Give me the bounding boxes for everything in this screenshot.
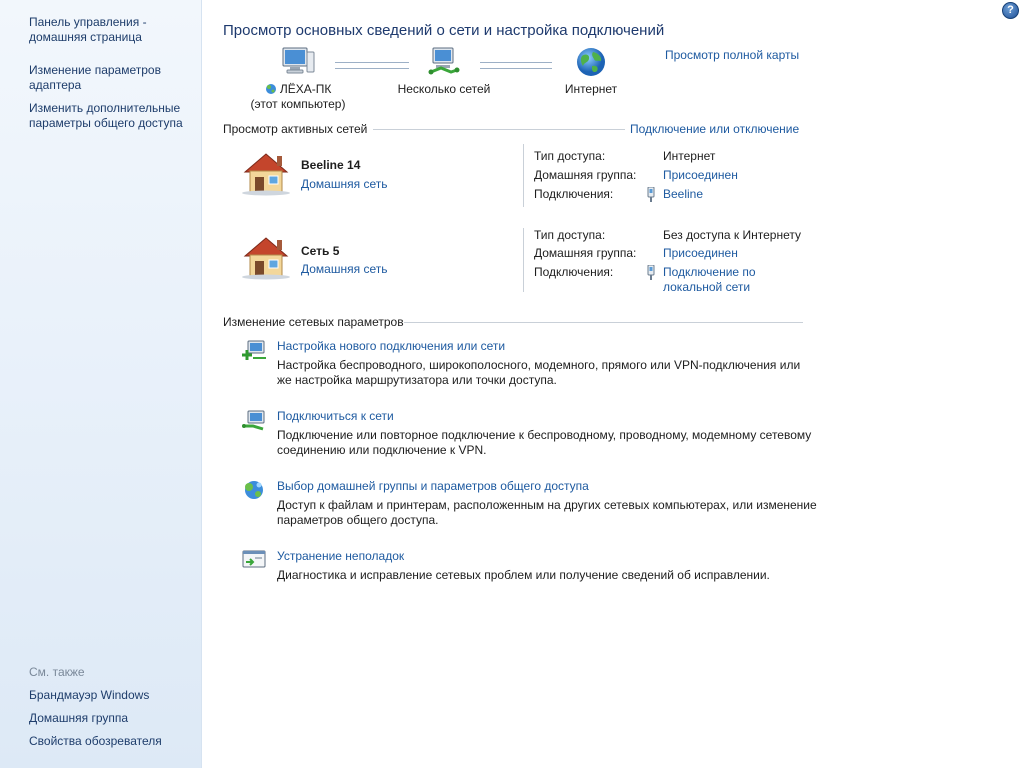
network-type-link[interactable]: Домашняя сеть — [301, 262, 388, 276]
troubleshoot-icon — [241, 549, 267, 574]
view-full-map-link[interactable]: Просмотр полной карты — [665, 48, 800, 62]
network-name: Сеть 5 — [301, 244, 340, 258]
computer-subtitle: (этот компьютер) — [250, 97, 346, 111]
access-type-label: Тип доступа: — [534, 228, 606, 242]
change-settings-heading: Изменение сетевых параметров — [223, 315, 404, 329]
control-panel-home-link[interactable]: Панель управления - домашняя страница — [29, 15, 147, 44]
home-network-icon — [241, 234, 291, 283]
map-node-multiple-networks — [389, 46, 499, 97]
multiple-networks-label: Несколько сетей — [397, 82, 491, 96]
connection-link[interactable]: Beeline — [663, 187, 704, 201]
see-also-homegroup-link[interactable]: Домашняя группа — [29, 711, 129, 725]
homegroup-label: Домашняя группа: — [534, 246, 637, 260]
network-divider — [523, 144, 524, 207]
task-description: Подключение или повторное подключение к беспроводному, проводному, модемному сетевому соединению или подключение к VPN. — [277, 428, 812, 457]
ethernet-connection-icon — [646, 265, 656, 283]
task-description: Диагностика и исправление сетевых проблем или получение сведений об исправлении. — [277, 568, 770, 582]
advanced-sharing-settings-link[interactable]: Изменить дополнительные параметры общего доступа — [29, 101, 183, 130]
homegroup-icon — [241, 479, 267, 504]
access-type-value: Без доступа к Интернету — [663, 228, 802, 242]
see-also-firewall-link[interactable]: Брандмауэр Windows — [29, 688, 150, 702]
map-node-internet — [551, 46, 631, 97]
task-troubleshoot — [241, 549, 801, 585]
change-settings-divider — [404, 322, 803, 323]
troubleshoot-link[interactable]: Устранение неполадок — [277, 549, 405, 563]
connect-to-network-link[interactable]: Подключиться к сети — [277, 409, 394, 423]
active-network-2 — [241, 228, 801, 292]
network-setup-icon — [241, 339, 267, 364]
connect-network-icon — [241, 409, 267, 434]
computer-name: ЛЁХА-ПК — [279, 82, 332, 96]
connect-or-disconnect-link[interactable]: Подключение или отключение — [630, 122, 800, 136]
internet-label: Интернет — [564, 82, 618, 96]
network-type-link[interactable]: Домашняя сеть — [301, 177, 388, 191]
connections-label: Подключения: — [534, 265, 614, 279]
task-description: Настройка беспроводного, широкополосного, модемного, прямого или VPN-подключения или же настройка маршрутизатора или точки доступа. — [277, 358, 801, 387]
help-icon[interactable]: ? — [1002, 2, 1019, 19]
see-also-internet-options-link[interactable]: Свойства обозревателя — [29, 734, 162, 748]
computer-icon — [280, 46, 316, 78]
active-networks-heading: Просмотр активных сетей — [223, 122, 368, 136]
task-setup-new-connection — [241, 339, 801, 391]
main-content — [201, 0, 1024, 768]
connection-link[interactable]: Подключение по локальной сети — [663, 265, 756, 294]
home-network-icon — [241, 150, 291, 199]
setup-new-connection-link[interactable]: Настройка нового подключения или сети — [277, 339, 506, 353]
left-navigation-pane — [0, 0, 202, 768]
connections-label: Подключения: — [534, 187, 614, 201]
network-name: Beeline 14 — [301, 158, 361, 172]
active-network-1 — [241, 144, 801, 208]
task-description: Доступ к файлам и принтерам, расположенным на других сетевых компьютерах, или изменение параметров общего доступа. — [277, 498, 817, 527]
internet-globe-icon — [575, 46, 607, 78]
homegroup-globe-icon — [265, 83, 277, 95]
access-type-value: Интернет — [663, 149, 716, 163]
change-adapter-settings-link[interactable]: Изменение параметров адаптера — [29, 63, 161, 92]
map-node-computer — [239, 46, 357, 112]
homegroup-joined-link[interactable]: Присоединен — [663, 246, 738, 260]
task-homegroup-sharing — [241, 479, 817, 531]
multiple-networks-icon — [427, 46, 461, 78]
homegroup-joined-link[interactable]: Присоединен — [663, 168, 738, 182]
modem-connection-icon — [646, 187, 656, 205]
homegroup-label: Домашняя группа: — [534, 168, 637, 182]
access-type-label: Тип доступа: — [534, 149, 606, 163]
network-divider — [523, 228, 524, 292]
page-title: Просмотр основных сведений о сети и настройка подключений — [223, 22, 665, 39]
task-connect-to-network — [241, 409, 812, 461]
active-networks-divider — [373, 129, 625, 130]
map-connector-right — [480, 62, 552, 69]
see-also-heading: См. также — [29, 665, 85, 679]
homegroup-sharing-link[interactable]: Выбор домашней группы и параметров общего доступа — [277, 479, 589, 493]
